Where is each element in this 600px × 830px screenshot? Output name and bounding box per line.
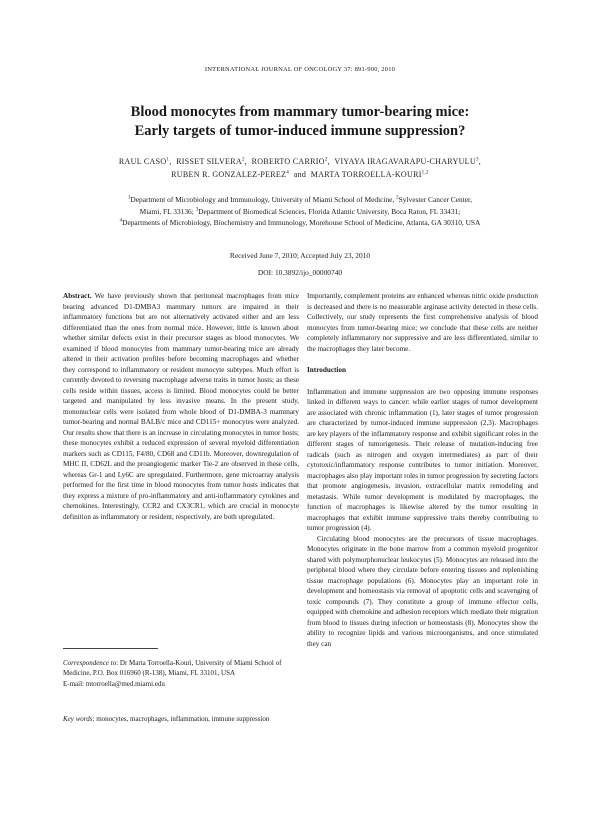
author-affil-mark: 3 [475, 157, 479, 163]
author-name: RISSET SILVERA [176, 157, 242, 166]
affiliation-text: Department of Biomedical Sciences, Florida Atlantic University, Boca Raton, FL 33431; [198, 206, 461, 216]
keywords-note [63, 714, 299, 724]
author-name: RAUL CASO [118, 157, 167, 166]
author-name: MARTA TORROELLA-KOURI [310, 170, 422, 179]
author-affil-mark: 2 [324, 157, 328, 163]
affil-mark: 2 [396, 195, 399, 201]
author-list [60, 155, 540, 181]
article-title [60, 103, 540, 141]
affil-mark: 3 [195, 207, 199, 213]
correspondence-text: : Dr Marta Torroella-Kouri, University of Miami School of Medicine, P.O. Box 016960 (R-138), Miami, FL 33101, USA [63, 659, 282, 678]
affiliation-text: Miami, FL 33136; [139, 206, 196, 216]
affiliation-text: Sylvester Cancer Center, [398, 195, 473, 204]
abstract-continued: Importantly, complement proteins are enhanced whereas nitric oxide production is decreased and there is no measurable arginase activity detected in these cells. Collectively, our study represents the first comprehensive analysis of blood monocytes from tumor-bearing mice; we conclude that these cells are neither completely inflammatory nor suppressive and are less differentiated, similar to the macrophages they later become. [307, 292, 538, 353]
correspondence-email: E-mail: mtorroella@med.miami.edu [63, 679, 165, 688]
title-line-1: Blood monocytes from mammary tumor-bearing mice: [130, 104, 470, 120]
affiliation-text: Departments of Microbiology, Biochemistry and Immunology, Morehouse School of Medicine, Atlanta, GA 30310, USA [122, 218, 481, 227]
doi: DOI: 10.3892/ijo_00000740 [257, 268, 343, 277]
author-name: VIYAYA IRAGAVARAPU-CHARYULU [334, 157, 476, 166]
author-affil-mark: 1 [166, 157, 170, 163]
affil-mark: 1 [127, 195, 131, 201]
affiliations [40, 194, 560, 229]
keywords-text: : monocytes, macrophages, inflammation, immune suppression [92, 715, 270, 723]
abstract-text: We have previously shown that peritoneal macrophages from mice bearing advanced D1-DMBA3 mammary tumors are impaired in their inflammatory functions but are not alternatively activated either and are less differentiated than the ones from normal mice. However, little is known about whether similar defects exist in their precursor stages as blood monocytes. We examined if blood monocytes from mammary tumor-bearing mice are already altered in their activation profiles before becoming macrophages and whether they correspond to inflammatory or resident monocyte subtypes. Much effort is currently devoted to reversing macrophage adverse traits in tumor hosts; as these cells reside within tissues, access is limited. Blood monocytes could be better targeted and manipulated by less invasive means. In the present study, mononuclear cells were isolated from whole blood of D1-DMBA-3 mammary tumor-bearing and normal BALB/c mice and CD115+ monocytes were analyzed. Our results show that there is an increase in circulating monocytes in tumor hosts; these monocytes exhibit a reduced expression of several myeloid differentiation markers such as CD115, F4/80, CD68 and CD11b. Moreover, downregulation of MHC II, CD62L and the proangiogenic marker Tie-2 are observed in these cells, whereas Gr-1 and Ly6C are upregulated. Furthermore, gene microarray analysis performed for the first time in blood monocytes from tumor hosts indicates that they express a mixture of pro-inflammatory and anti-inflammatory cytokines and chemokines. Interestingly, CCR2 and CX3CR1, which are crucial in monocyte definition as inflammatory or resident, respectively, are both upregulated. [63, 292, 299, 521]
abstract [63, 291, 299, 522]
author-affil-mark: 2 [241, 157, 245, 163]
journal-header: INTERNATIONAL JOURNAL OF ONCOLOGY 37: 891-900, 2010 [204, 66, 396, 73]
affiliation-text: Department of Microbiology and Immunology, University of Miami School of Medicine, [130, 195, 397, 204]
title-line-2: Early targets of tumor-induced immune suppression? [134, 123, 466, 139]
left-column [63, 291, 299, 522]
intro-paragraph-2: Circulating blood monocytes are the precursors of tissue macrophages. Monocytes originate in the bone marrow from a common myeloid progenitor shared with polymorphonuclear leukocytes (5). Monocytes are released into the peripheral blood where they circulate before entering tissues and replenishing tissue macrophage populations (6). Monocytes play an important role in development and homeostasis via removal of apoptotic cells and scavenging of toxic compounds (7). They constitute a group of immune effector cells, equipped with chemokine and adhesion receptors which mediate their migration from blood to tissues during infection or homeostasis (8). Monocytes show the ability to recognize lipids and various microorganisms, and once stimulated they can [307, 534, 538, 648]
correspondence-label: Correspondence to [63, 659, 117, 667]
affiliation-line-1 [40, 194, 560, 206]
right-column [307, 291, 538, 649]
affiliation-line-2 [40, 206, 560, 218]
affil-mark: 4 [119, 218, 123, 224]
affiliation-line-3 [40, 217, 560, 229]
correspondence-line [63, 658, 299, 679]
author-line-1: RAUL CASO$^1$, RISSET SILVERA$^2$, ROBERTO CARRIO$^2$, VIYAYA IRAGAVARAPU-CHARYULU$^3$, [118, 157, 482, 166]
keywords-label: Key words [63, 715, 93, 723]
section-heading-introduction: Introduction [307, 366, 347, 374]
author-affil-mark: 4 [286, 170, 290, 176]
author-name: ROBERTO CARRIO [251, 157, 325, 166]
correspondence-note [63, 658, 299, 689]
abstract-label: Abstract. [63, 292, 92, 300]
author-name: RUBEN R. GONZALEZ-PEREZ [171, 170, 287, 179]
intro-paragraph-1: Inflammation and immune suppression are two opposing immune responses linked in different ways to cancer: while earlier stages of tumor development are associated with chronic inflammation (1), later stages of tumor progression are characterized by tumor-induced immune suppression (2,3). Macrophages are key players of the inflammatory response and exhibit significant roles in the different stages of tumorigenesis. Their release of mutation-inducing free radicals (such as nitrogen and oxygen intermediates) as part of their cytotoxic/inflammatory response contributes to tumor initiation. Moreover, macrophages also play important roles in tumor progression by secreting factors that promote angiogenesis, invasion, extracellular matrix remodeling and metastasis. While tumor development is modulated by macrophages, the function of macrophages is likewise altered by the tumor resulting in macrophages that exhibit immune suppressive traits thereby contributing to tumor progression (4). [307, 387, 538, 532]
received-dates: Received June 7, 2010; Accepted July 23, 2010 [229, 251, 371, 260]
author-line-2 [60, 168, 540, 181]
author-affil-mark: 1,2 [421, 170, 429, 176]
author-conjunction: and [293, 170, 307, 179]
footnote-divider [63, 648, 158, 649]
